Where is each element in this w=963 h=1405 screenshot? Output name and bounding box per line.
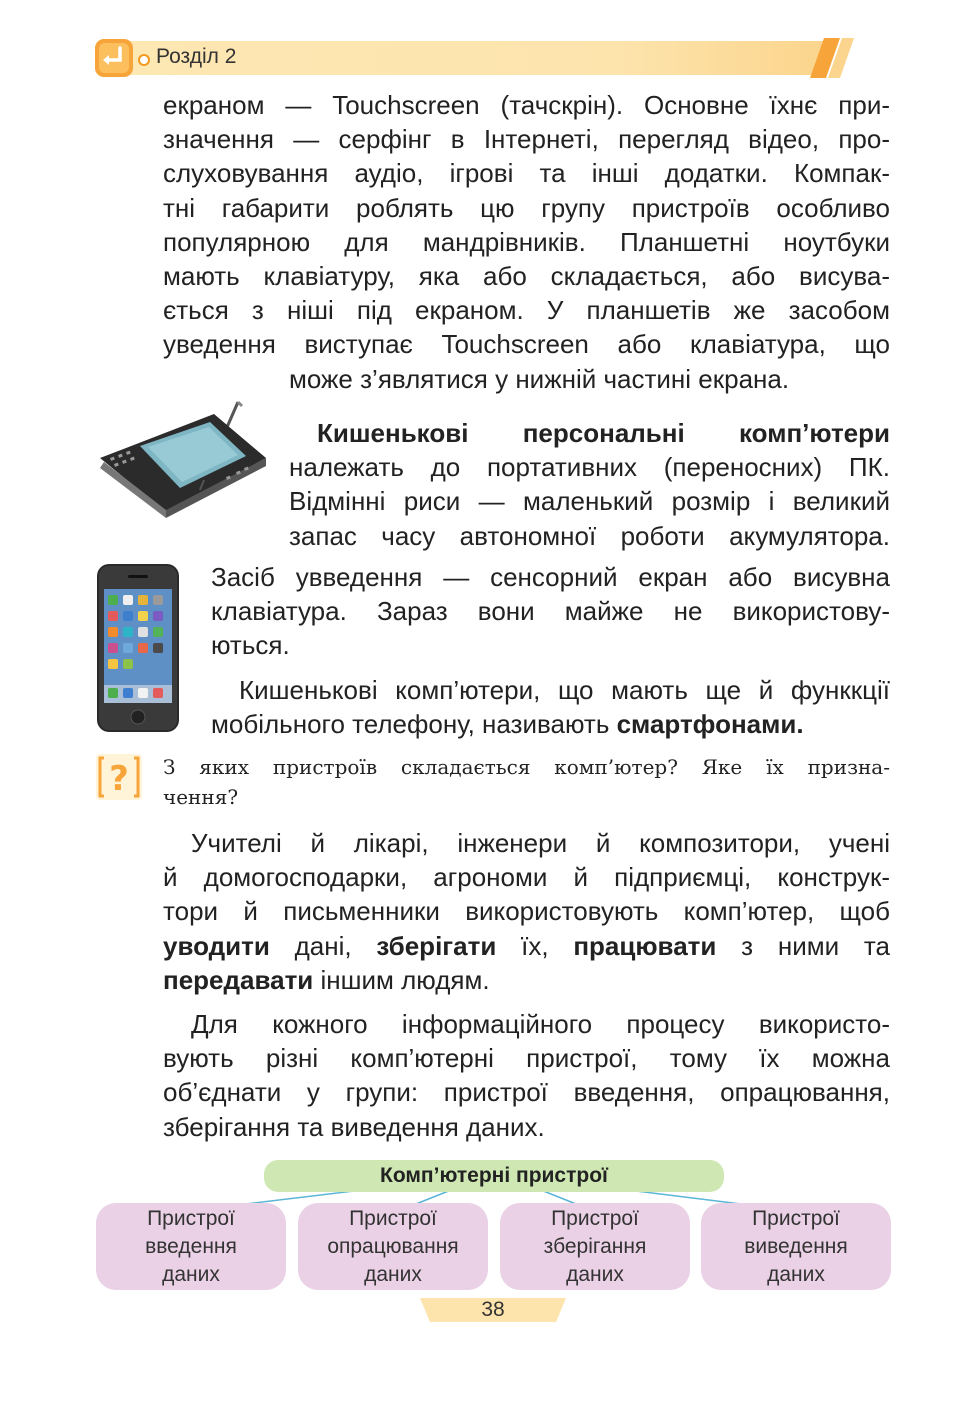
text-line <box>211 707 890 741</box>
box-line: Пристрої <box>147 1206 235 1230</box>
text-fragment: з ними та <box>716 930 890 961</box>
diagram-box-processing <box>298 1203 488 1290</box>
text-fragment: їх, <box>496 930 574 961</box>
text-line: клавіатура. Зараз вони майже не використову- <box>211 596 890 627</box>
text-line: вують різні комп’ютерні пристрої, тому їх можна <box>163 1043 890 1074</box>
pda-image <box>96 400 268 520</box>
text-line: й домогосподарки, агрономи й підприємці, конструк- <box>163 862 890 893</box>
box-line: опрацювання <box>327 1234 459 1258</box>
box-line: даних <box>162 1262 220 1286</box>
text-line: об’єднати у групи: пристрої введення, опрацювання, <box>163 1077 890 1108</box>
section-return-icon <box>94 38 134 78</box>
bold-term-store: зберігати <box>376 930 497 961</box>
box-line: зберігання <box>543 1234 647 1258</box>
paragraph-device-groups <box>163 1007 890 1144</box>
text-line: Учителі й лікарі, інженери й композитори, учені <box>191 828 890 858</box>
paragraph-computer-users <box>163 826 890 997</box>
svg-text:?: ? <box>109 759 129 799</box>
text-line: популярною для мандрівників. Планшетні ноутбуки <box>163 226 890 257</box>
text-line: зберігання та виведення даних. <box>163 1111 545 1142</box>
text-line: екраном — Touchscreen (тачскрін). Основне їхнє при- <box>163 90 890 120</box>
text-line: слуховування аудіо, ігрові та інші додатки. Компак- <box>163 158 890 189</box>
text-line: значення — серфінг в Інтернеті, перегляд відео, про- <box>163 124 890 155</box>
box-line: введення <box>145 1234 237 1258</box>
bold-term-pocket-pc: Кишенькові персональні комп’ютери <box>317 418 890 448</box>
text-line: Для кожного інформаційного процесу використо- <box>191 1009 890 1039</box>
text-fragment: мобільного телефону, називають <box>211 709 617 740</box>
text-line: Засіб увведення — сенсорний екран або висувна <box>211 562 890 592</box>
text-line: може з’являтися у нижній частині екрана. <box>289 363 790 394</box>
text-line <box>163 963 890 997</box>
section-dot <box>138 54 150 66</box>
paragraph-pocket-pc <box>289 416 890 553</box>
question-mark-icon <box>96 754 142 800</box>
bold-term-transmit: передавати <box>163 964 314 995</box>
diagram-title: Комп’ютерні пристрої <box>264 1160 724 1192</box>
diagram-box-input <box>96 1203 286 1290</box>
text-line: тні габарити роблять цю групу пристроїв особливо <box>163 192 890 223</box>
review-question <box>163 752 890 812</box>
box-line: Пристрої <box>752 1206 840 1230</box>
diagram-box-output <box>701 1203 891 1290</box>
diagram-box-storage <box>500 1203 690 1290</box>
text-line <box>163 929 890 963</box>
smartphone-image <box>96 563 180 733</box>
text-fragment: дані, <box>269 930 377 961</box>
paragraph-pocket-pc-cont <box>211 560 890 663</box>
text-line: мають клавіатуру, яка або складається, або висува- <box>163 261 890 292</box>
box-line: Пристрої <box>349 1206 437 1230</box>
paragraph-tablets <box>163 88 890 396</box>
text-fragment: іншим людям. <box>313 964 490 995</box>
bold-term-process: працювати <box>573 930 717 961</box>
box-line: даних <box>364 1262 422 1286</box>
text-line: Відмінні риси — маленький розмір і великий <box>289 486 890 517</box>
section-label: Розділ 2 <box>156 45 237 68</box>
question-line: чення? <box>163 785 239 809</box>
box-line: виведення <box>744 1234 848 1258</box>
bold-term-input: уводити <box>163 930 270 961</box>
text-line: запас часу автономної роботи акумулятора. <box>289 520 890 551</box>
text-line: ється з ніші під екраном. У планшетів же засобом <box>163 295 890 326</box>
box-line: даних <box>767 1262 825 1286</box>
question-line: З яких пристроїв складається комп’ютер? Яке їх призна- <box>163 755 890 779</box>
page-header <box>94 38 854 78</box>
header-slant-decoration <box>810 38 854 78</box>
computer-devices-diagram <box>96 1158 891 1293</box>
text-line: тори й письменники використовують комп’ютер, щоб <box>163 896 890 927</box>
page-number: 38 <box>481 1298 505 1321</box>
box-line: даних <box>566 1262 624 1286</box>
text-line: ються. <box>211 630 290 661</box>
box-line: Пристрої <box>551 1206 639 1230</box>
paragraph-smartphones <box>211 673 890 741</box>
text-line: належать до портативних (переносних) ПК. <box>289 452 890 483</box>
text-line: Кишенькові комп’ютери, що мають ще й функкції <box>239 675 890 705</box>
bold-term-smartphones: смартфонами. <box>616 709 804 740</box>
text-line: уведення виступає Touchscreen або клавіатура, що <box>163 329 890 360</box>
